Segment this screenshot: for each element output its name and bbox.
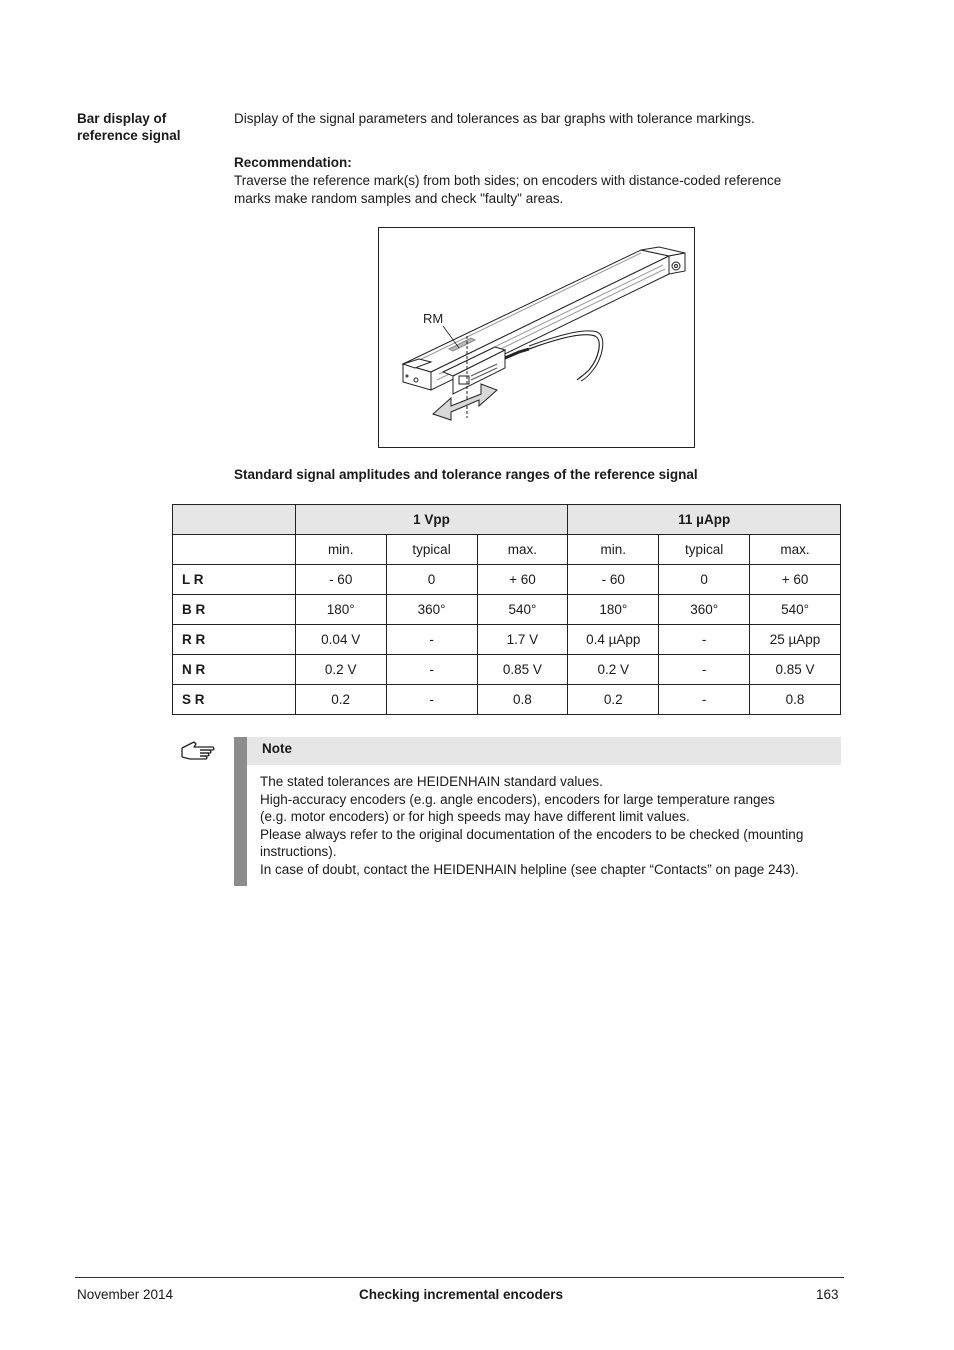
subheader-empty-cell [173,535,296,565]
table-cell: 0 [386,565,477,595]
table-row [173,685,841,715]
table-row [173,565,841,595]
table-cell: 0.2 [295,685,386,715]
table-cell: + 60 [477,565,568,595]
note-title: Note [262,741,292,756]
subheader-cell: typical [386,535,477,565]
table-cell: - 60 [295,565,386,595]
note-line: (e.g. motor encoders) or for high speeds may have different limit values. [260,809,690,825]
note-line: instructions). [260,844,337,860]
table-cell: 180° [295,595,386,625]
note-line: High-accuracy encoders (e.g. angle encoders), encoders for large temperature ranges [260,791,775,807]
recommendation-title: Recommendation: [234,155,352,170]
intro-text: Display of the signal parameters and tolerances as bar graphs with tolerance markings. [234,111,755,126]
table-cell: - [386,685,477,715]
table-cell: 540° [477,595,568,625]
subheader-cell: max. [477,535,568,565]
table-cell: 0.85 V [750,655,841,685]
note-side-bar [234,737,247,886]
subheader-cell: min. [295,535,386,565]
table-cell: 0.04 V [295,625,386,655]
table-cell: 360° [386,595,477,625]
footer-date: November 2014 [77,1287,174,1302]
table-cell: 0 [659,565,750,595]
footer-divider [75,1277,844,1278]
table-row [173,625,841,655]
subheader-cell: min. [568,535,659,565]
row-label: B R [173,595,296,625]
row-label: L R [173,565,296,595]
table-cell: 0.2 V [295,655,386,685]
table-cell: 360° [659,595,750,625]
recommendation-line-1: Traverse the reference mark(s) from both sides; on encoders with distance-coded reference [234,173,782,188]
signal-tolerance-table [172,504,841,715]
footer-chapter: Checking incremental encoders [359,1287,564,1302]
note-body [260,773,850,879]
section-heading [77,110,227,144]
row-label: N R [173,655,296,685]
table-cell: 0.85 V [477,655,568,685]
table-corner-cell [173,505,296,535]
row-label: S R [173,685,296,715]
pointing-hand-icon [180,738,216,765]
table-cell: 0.8 [477,685,568,715]
table-cell: - [659,625,750,655]
table-cell: - 60 [568,565,659,595]
group-header-1vpp: 1 Vpp [295,505,568,535]
note-line: The stated tolerances are HEIDENHAIN standard values. [260,774,603,789]
table-cell: 1.7 V [477,625,568,655]
note-line: In case of doubt, contact the HEIDENHAIN helpline (see chapter “Contacts” on page 243). [260,861,799,877]
encoder-figure [378,227,695,448]
footer-page-number: 163 [816,1287,839,1302]
note-line: Please always refer to the original documentation of the encoders to be checked (mounting [260,826,804,842]
table-row [173,655,841,685]
recommendation-text [234,172,844,207]
table-cell: 0.4 µApp [568,625,659,655]
table-row [173,595,841,625]
table-group-header-row [173,505,841,535]
recommendation-line-2: marks make random samples and check "faulty" areas. [234,190,564,206]
section-heading-line-1: Bar display of [77,111,167,126]
table-cell: 540° [750,595,841,625]
table-cell: - [386,655,477,685]
linear-encoder-drawing [379,228,694,447]
table-cell: - [659,685,750,715]
table-cell: 0.2 [568,685,659,715]
table-subheader-row [173,535,841,565]
table-cell: 0.2 V [568,655,659,685]
rm-label: RM [423,311,444,326]
table-cell: + 60 [750,565,841,595]
table-title: Standard signal amplitudes and tolerance ranges of the reference signal [234,467,698,482]
section-heading-line-2: reference signal [77,128,181,143]
subheader-cell: max. [750,535,841,565]
row-label: R R [173,625,296,655]
table-cell: 180° [568,595,659,625]
note-header [247,737,841,765]
group-header-11uapp: 11 µApp [568,505,841,535]
table-cell: - [659,655,750,685]
table-cell: 0.8 [750,685,841,715]
table-cell: - [386,625,477,655]
table-cell: 25 µApp [750,625,841,655]
subheader-cell: typical [659,535,750,565]
